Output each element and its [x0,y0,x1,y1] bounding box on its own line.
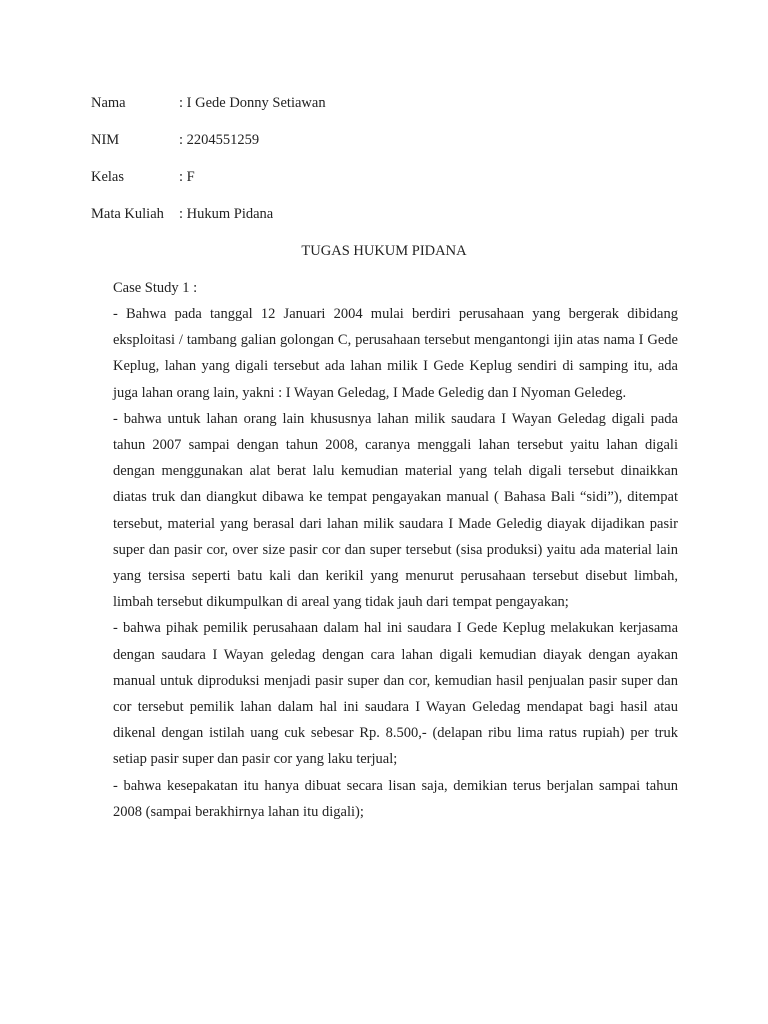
paragraph-4: - bahwa kesepakatan itu hanya dibuat secara lisan saja, demikian terus berjalan sampai tahun 2008 (sampai berakhirnya lahan itu digali); [113,777,678,820]
kelas-value: : F [179,169,195,185]
mata-kuliah-label: Mata Kuliah [91,206,164,222]
mata-kuliah-value: : Hukum Pidana [179,206,274,222]
paragraph-1: - Bahwa pada tanggal 12 Januari 2004 mulai berdiri perusahaan yang bergerak dibidang eksploitasi / tambang galian golongan C, perusahaan tersebut mengantongi ijin atas nama I Gede Keplug, lahan yang digali tersebut ada lahan milik I Gede Keplug sendiri di samping itu, ada juga lahan orang lain, yakni : I Wayan Geledag, I Made Geledig dan I Nyoman Geledeg. [113,306,678,401]
nim-label: NIM [91,132,120,148]
case-study-heading: Case Study 1 : [113,280,198,296]
nama-label: Nama [91,95,126,111]
info-row-nim [91,131,259,149]
document-title: TUGAS HUKUM PIDANA [301,243,467,259]
kelas-label: Kelas [91,169,125,185]
paragraph-2: - bahwa untuk lahan orang lain khususnya lahan milik saudara I Wayan Geledag digali pada tahun 2007 sampai dengan tahun 2008, caranya menggali lahan tersebut yaitu lahan digali dengan menggunakan alat berat lalu kemudian material yang telah digali tersebut dinaikkan diatas truk dan diangkut dibawa ke tempat pengayakan manual ( Bahasa Bali “sidi”), ditempat tersebut, material yang berasal dari lahan milik saudara I Made Geledig diayak dijadikan pasir super dan pasir cor, over size pasir cor dan super tersebut (sisa produksi) yaitu ada material lain yang tersisa seperti batu kali dan kerikil yang menurut perusahaan tersebut disebut limbah, limbah tersebut dikumpulkan di areal yang tidak jauh dari tempat pengayakan; [113,410,678,611]
nama-value: : I Gede Donny Setiawan [179,95,326,111]
nim-value: : 2204551259 [179,132,260,148]
document-body [113,301,678,825]
info-row-mata-kuliah [91,205,273,223]
info-row-nama [91,94,326,112]
paragraph-3: - bahwa pihak pemilik perusahaan dalam hal ini saudara I Gede Keplug melakukan kerjasama dengan saudara I Wayan geledag dengan cara lahan digali kemudian diayak dengan ayakan manual untuk diproduksi menjadi pasir super dan cor, kemudian hasil penjualan pasir super dan cor tersebut pemilik lahan dalam hal ini saudara I Wayan Geledag mendapat bagi hasil atau dikenal dengan istilah uang cuk sebesar Rp. 8.500,- (delapan ribu lima ratus rupiah) per truk setiap pasir super dan pasir cor yang laku terjual; [113,620,678,768]
info-row-kelas [91,168,195,186]
